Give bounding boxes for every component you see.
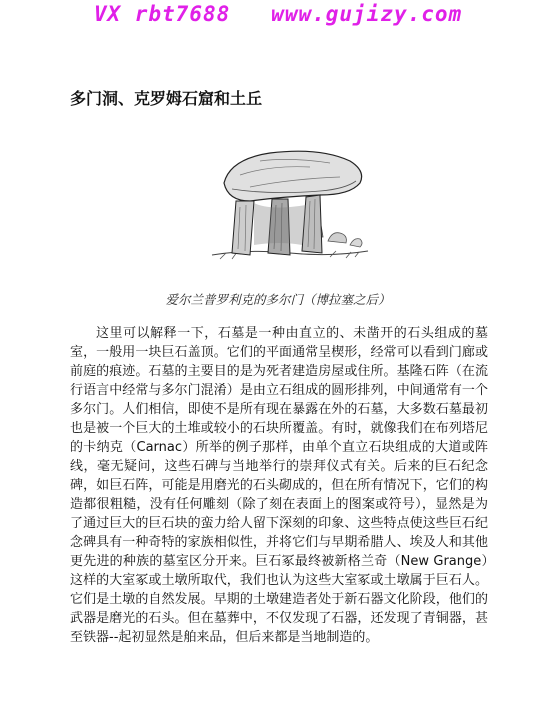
watermark-text: VX rbt7688 www.gujizy.com (93, 2, 463, 26)
figure-caption: 爱尔兰普罗利克的多尔门（博拉塞之后） (165, 292, 391, 307)
dolmen-illustration (210, 145, 370, 265)
body-paragraph: 这里可以解释一下，石墓是一种由直立的、未凿开的石头组成的墓室，一般用一块巨石盖顶。它们的平面通常呈楔形，经常可以看到门廊或前庭的痕迹。石墓的主要目的是为死者建造房屋或住所。基隆石阵（在流行语言中经常与多尔门混淆）是由立石组成的圆形排列，中间通常有一个多尔门。人们相信，即使不是所有现在暴露在外的石墓，大多数石墓最初也是被一个巨大的土堆或较小的石块所覆盖。有时，就像我们在布列塔尼的卡纳克（Carnac）所举的例子那样，由单个直立石块组成的大道或阵线，毫无疑问，这些石碑与当地举行的崇拜仪式有关。后来的巨石纪念碑，如巨石阵，可能是用磨光的石头砌成的，但在所有情况下，它们的构造都很粗糙，没有任何雕刻（除了刻在表面上的图案或符号），显然是为了通过巨大的巨石块的蛮力给人留下深刻的印象、这些特点使这些巨石纪念碑具有一种奇特的家族相似性，并将它们与早期希腊人、埃及人和其他更先进的种族的墓室区分开来。巨石冢最终被新格兰奇（New Grange）这样的大室冢或土墩所取代，我们也认为这些大室冢或土墩属于巨石人。它们是土墩的自然发展。早期的土墩建造者处于新石器文化阶段，他们的武器是磨光的石头。但在墓葬中，不仅发现了石器，还发现了青铜器，甚至铁器--起初显然是舶来品，但后来都是当地制造的。 (70, 326, 488, 645)
page-title: 多门洞、克罗姆石窟和土丘 (70, 89, 263, 108)
